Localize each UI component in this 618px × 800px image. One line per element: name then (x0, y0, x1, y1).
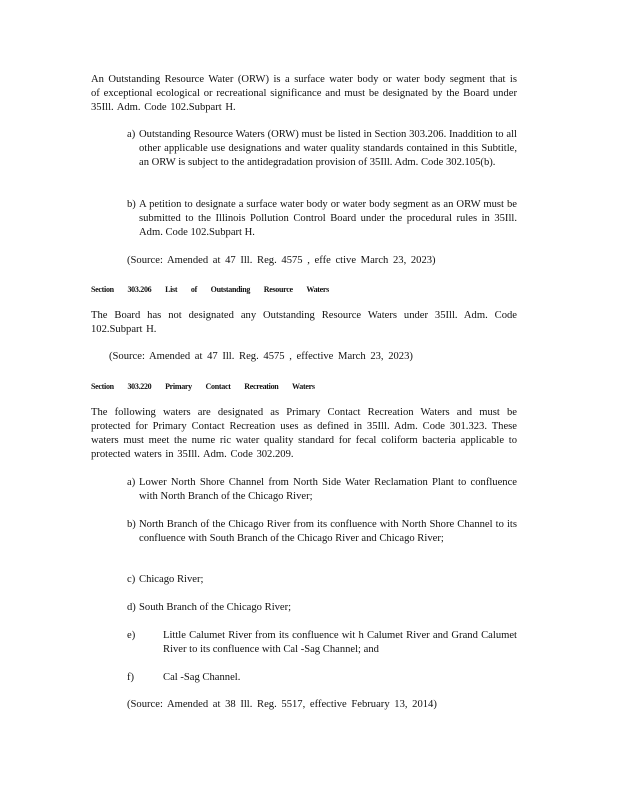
orw-item-a (127, 128, 517, 170)
item-marker: b) (127, 519, 136, 530)
item-marker: a) (127, 129, 136, 140)
item-text: Outstanding Resource Waters (ORW) must be listed in Section 303.206. Inaddition to all other applicable use designations and water quality standards contained in this Subtitle, an ORW is subject to the antidegradation provision of 35Ill. Adm. Code 302.105(b). (139, 129, 517, 168)
pcr-item-f (127, 671, 517, 685)
source-note-1: (Source: Amended at 47 Ill. Reg. 4575 , effe ctive March 23, 2023) (127, 255, 436, 266)
item-marker: f) (127, 672, 135, 683)
section-303-206-text: The Board has not designated any Outstanding Resource Waters under 35Ill. Adm. Code 102.Subpart H. (91, 310, 517, 335)
pcr-item-a (127, 476, 517, 504)
item-marker: e) (127, 630, 136, 641)
section-303-220-text: The following waters are designated as Primary Contact Recreation Waters and must be protected for Primary Contact Recreation uses as defined in 35Ill. Adm. Code 301.323. These waters must meet the nume ric water quality standard for fecal coliform bacteria applicable to protected waters in 35Ill. Adm. Code 302.209. (91, 407, 517, 460)
item-marker: b) (127, 199, 136, 210)
section-303-206-source: (Source: Amended at 47 Ill. Reg. 4575 , effective March 23, 2023) (109, 351, 413, 362)
item-text: North Branch of the Chicago River from its confluence with North Shore Channel to its confluence with South Branch of the Chicago River and Chicago River; (139, 519, 517, 544)
orw-intro-paragraph: An Outstanding Resource Water (ORW) is a surface water body or water body segment that is of exceptional ecological or recreational significance and must be designated by the Board under 35Ill. Adm. Code 102.Subpart H. (91, 74, 517, 113)
item-text: A petition to designate a surface water body or water body segment as an ORW must be submitted to the Illinois Pollution Control Board under the procedural rules in 35Ill. Adm. Code 102.Subpart H. (139, 199, 517, 238)
section-303-206-heading: Section 303.206 List of Outstanding Resource Waters (91, 285, 329, 294)
item-text: South Branch of the Chicago River; (139, 602, 292, 613)
pcr-item-d (127, 601, 517, 615)
orw-item-b (127, 198, 517, 240)
section-303-220-heading: Section 303.220 Primary Contact Recreation Waters (91, 382, 315, 391)
section-303-220-source: (Source: Amended at 38 Ill. Reg. 5517, effective February 13, 2014) (127, 699, 437, 710)
item-text: Little Calumet River from its confluence wit h Calumet River and Grand Calumet River to its confluence with Cal -Sag Channel; and (163, 630, 517, 655)
item-text: Lower North Shore Channel from North Side Water Reclamation Plant to confluence with North Branch of the Chicago River; (139, 477, 517, 502)
pcr-item-b (127, 518, 517, 546)
pcr-item-e (127, 629, 517, 657)
item-marker: d) (127, 602, 136, 613)
item-marker: c) (127, 574, 136, 585)
item-text: Cal -Sag Channel. (163, 672, 241, 683)
item-marker: a) (127, 477, 136, 488)
item-text: Chicago River; (139, 574, 204, 585)
pcr-item-c (127, 573, 517, 587)
